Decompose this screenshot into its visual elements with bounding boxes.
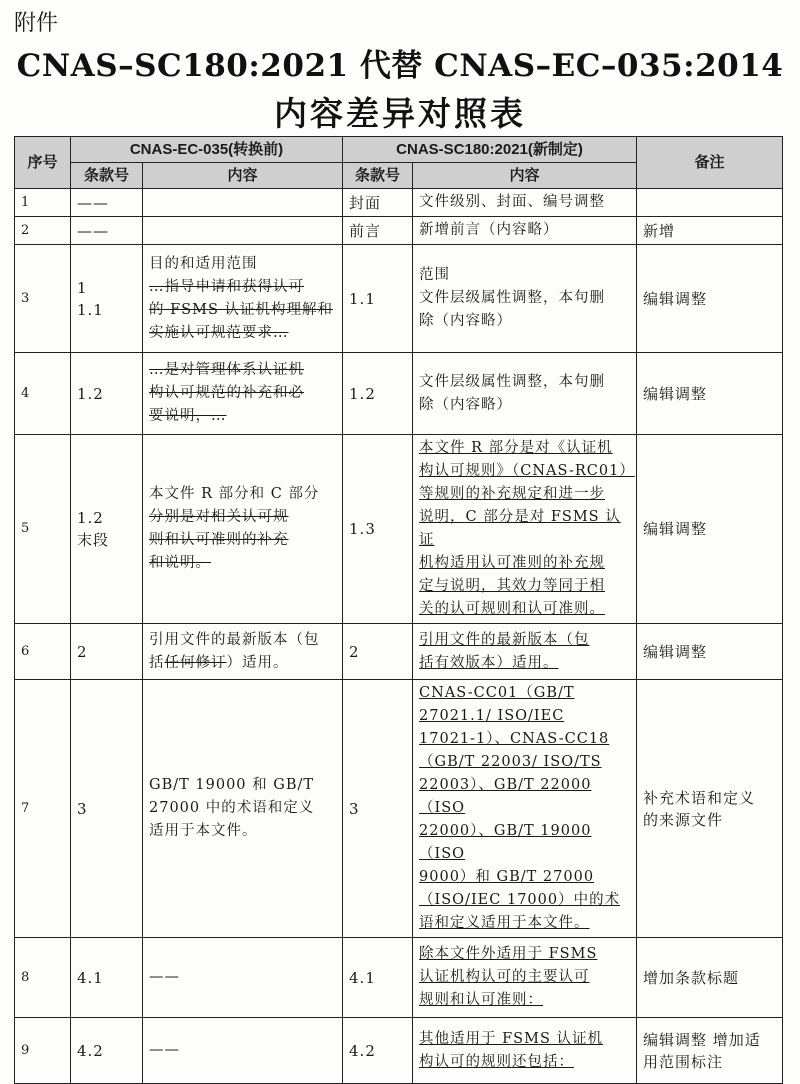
old-content-line-deleted: 的 FSMS 认证机构理解和 — [149, 301, 333, 318]
old-clause: 2 — [71, 624, 143, 680]
header-seq: 序号 — [15, 137, 71, 189]
new-content — [413, 353, 637, 435]
old-clause: —— — [71, 217, 143, 245]
new-content-line-added: （GB/T 22003/ ISO/TS — [419, 754, 602, 770]
old-content-line-deleted: 分别是对相关认可规 — [149, 509, 289, 525]
new-content-line-added: 机构适用认可准则的补充规 — [419, 555, 606, 571]
old-content-fragment: ）适用。 — [226, 654, 289, 671]
new-content-line-added: 构认可规则》（CNAS-RC01） — [419, 463, 635, 479]
old-content — [143, 245, 343, 353]
header-note: 备注 — [637, 137, 783, 189]
new-clause: 1.3 — [343, 435, 413, 624]
note-line: 用范围标注 — [643, 1052, 724, 1071]
note-line: 的来源文件 — [643, 810, 724, 829]
new-content-line-added: 22000）、GB/T 19000（ISO — [419, 823, 592, 862]
new-content-line-added: 语和定义适用于本文件。 — [419, 915, 590, 931]
header-new-content: 内容 — [413, 163, 637, 189]
document-title: CNAS–SC180:2021 代替 CNAS–EC–035:2014 — [16, 48, 784, 84]
note — [637, 680, 783, 938]
row-seq: 6 — [15, 624, 71, 680]
table-row — [15, 1018, 783, 1084]
old-content-line-deleted: …是对管理体系认证机 — [149, 362, 304, 378]
row-seq: 8 — [15, 938, 71, 1018]
new-content-line-added: CNAS-CC01（GB/T — [419, 685, 575, 701]
table-row — [15, 189, 783, 217]
old-content: —— — [143, 1018, 343, 1084]
note: 增加条款标题 — [637, 938, 783, 1018]
old-clause — [71, 435, 143, 624]
old-content-line-deleted: 构认可规范的补充和必 — [149, 385, 304, 401]
row-seq: 1 — [15, 189, 71, 217]
row-seq: 9 — [15, 1018, 71, 1084]
new-content-line-added: 关的认可规则和认可准则。 — [419, 601, 606, 617]
note: 编辑调整 — [637, 624, 783, 680]
old-content-fragment: 括 — [149, 654, 165, 671]
old-content — [143, 435, 343, 624]
header-old-version: CNAS-EC-035(转换前) — [71, 137, 343, 163]
old-content-line: 本文件 R 部分和 C 部分 — [149, 486, 320, 502]
new-content — [413, 624, 637, 680]
comparison-table — [14, 136, 783, 1084]
note: 编辑调整 — [637, 435, 783, 624]
old-content-line: 适用于本文件。 — [149, 823, 258, 839]
new-content-line-added: （ISO/IEC 17000）中的术 — [419, 892, 621, 908]
new-content-line-added: 本文件 R 部分是对《认证机 — [419, 440, 613, 456]
old-content-line: 引用文件的最新版本（包 — [149, 631, 320, 648]
old-clause: 3 — [71, 680, 143, 938]
note: 编辑调整 — [637, 353, 783, 435]
table-row — [15, 353, 783, 435]
note-line: 补充术语和定义 — [643, 788, 756, 807]
table-row — [15, 624, 783, 680]
new-content-line-added: 9000）和 GB/T 27000 — [419, 869, 595, 885]
new-content — [413, 680, 637, 938]
new-clause: 1.1 — [343, 245, 413, 353]
table-row — [15, 245, 783, 353]
new-clause: 3 — [343, 680, 413, 938]
old-content-line-deleted: …指导申请和获得认可 — [149, 278, 304, 295]
old-content-line: 27000 中的术语和定义 — [149, 800, 315, 816]
old-content — [143, 624, 343, 680]
old-clause: —— — [71, 189, 143, 217]
new-content-line: 文件层级属性调整，本句删 — [419, 290, 606, 306]
new-content — [413, 435, 637, 624]
header-old-clause: 条款号 — [71, 163, 143, 189]
new-content-line-added: 17021-1）、CNAS-CC18 — [419, 731, 610, 747]
old-content — [143, 353, 343, 435]
old-clause — [71, 245, 143, 353]
new-content: 新增前言（内容略） — [413, 217, 637, 245]
old-content-line — [149, 652, 336, 675]
new-content-line: 范围 — [419, 267, 451, 283]
new-content — [413, 1018, 637, 1084]
old-clause: 4.2 — [71, 1018, 143, 1084]
old-content-line-deleted: 要说明，… — [149, 408, 227, 424]
new-content — [413, 245, 637, 353]
new-content-line-added: 括有效版本）适用。 — [419, 654, 559, 671]
old-clause-line: 末段 — [77, 531, 110, 549]
row-seq: 4 — [15, 353, 71, 435]
table-row — [15, 938, 783, 1018]
new-clause: 1.2 — [343, 353, 413, 435]
new-content — [413, 938, 637, 1018]
header-new-clause: 条款号 — [343, 163, 413, 189]
new-content-line: 除（内容略） — [419, 396, 513, 413]
table-row — [15, 680, 783, 938]
old-content — [143, 217, 343, 245]
new-clause: 2 — [343, 624, 413, 680]
header-new-version: CNAS-SC180:2021(新制定) — [343, 137, 637, 163]
old-content-line: 目的和适用范围 — [149, 255, 258, 272]
old-content-line-deleted: 则和认可准则的补充 — [149, 532, 289, 548]
old-clause: 4.1 — [71, 938, 143, 1018]
new-content-line-added: 认证机构认可的主要认可 — [419, 969, 590, 985]
table-row — [15, 435, 783, 624]
old-clause-line: 1.1 — [77, 300, 104, 319]
new-content-line: 文件层级属性调整，本句删 — [419, 373, 606, 390]
new-content-line-added: 除本文件外适用于 FSMS — [419, 946, 598, 962]
old-content: —— — [143, 938, 343, 1018]
new-clause: 4.2 — [343, 1018, 413, 1084]
document-subtitle: 内容差异对照表 — [274, 94, 526, 133]
new-content-line-added: 27021.1/ ISO/IEC — [419, 708, 565, 724]
row-seq: 7 — [15, 680, 71, 938]
new-content-line-added: 定与说明，其效力等同于相 — [419, 578, 606, 594]
note: 新增 — [637, 217, 783, 245]
old-content-fragment-deleted: 任何修订 — [164, 654, 227, 671]
attachment-label: 附件 — [14, 11, 59, 36]
note — [637, 1018, 783, 1084]
new-content-line-added: 引用文件的最新版本（包 — [419, 631, 590, 648]
note: 编辑调整 — [637, 245, 783, 353]
new-content-line-added: 其他适用于 FSMS 认证机 — [419, 1030, 604, 1047]
new-content-line-added: 等规则的补充规定和进一步 — [419, 486, 606, 502]
old-clause-line: 1.2 — [77, 509, 104, 527]
new-content-line-added: 规则和认可准则： — [419, 992, 544, 1008]
old-content — [143, 189, 343, 217]
old-content-line-deleted: 实施认可规范要求… — [149, 324, 289, 341]
old-content — [143, 680, 343, 938]
row-seq: 5 — [15, 435, 71, 624]
new-content: 文件级别、封面、编号调整 — [413, 189, 637, 217]
new-clause: 封面 — [343, 189, 413, 217]
new-content-line-added: 构认可的规则还包括： — [419, 1053, 575, 1070]
old-clause: 1.2 — [71, 353, 143, 435]
new-content-line-added: 说明，C 部分是对 FSMS 认证 — [419, 509, 621, 548]
new-content-line: 除（内容略） — [419, 313, 513, 329]
old-clause-line: 1 — [77, 278, 88, 297]
new-clause: 前言 — [343, 217, 413, 245]
table-row — [15, 217, 783, 245]
note — [637, 189, 783, 217]
row-seq: 3 — [15, 245, 71, 353]
header-old-content: 内容 — [143, 163, 343, 189]
note-line: 编辑调整 增加适 — [643, 1030, 761, 1049]
new-clause: 4.1 — [343, 938, 413, 1018]
old-content-line: GB/T 19000 和 GB/T — [149, 777, 315, 793]
new-content-line-added: 22003）、GB/T 22000（ISO — [419, 777, 592, 816]
row-seq: 2 — [15, 217, 71, 245]
old-content-line-deleted: 和说明。 — [149, 555, 211, 571]
